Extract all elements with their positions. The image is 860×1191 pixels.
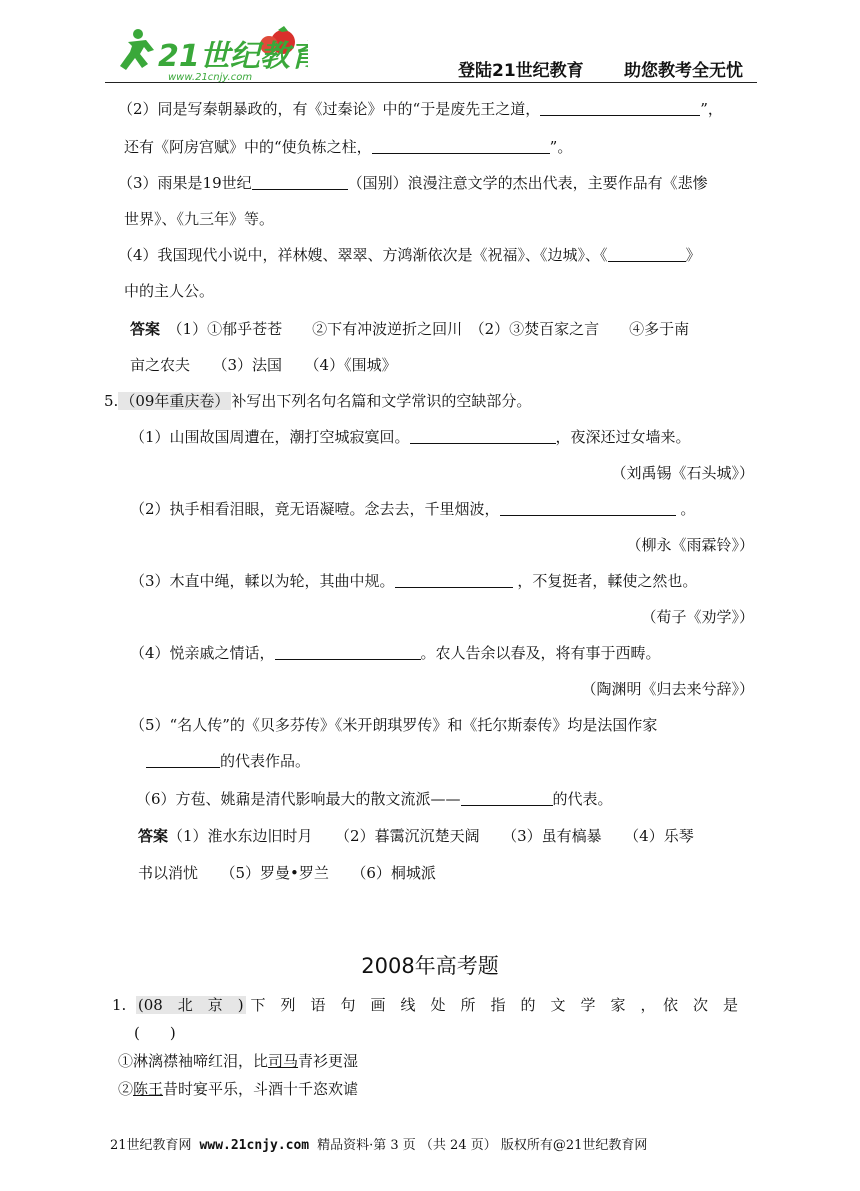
source-tag: （09年重庆卷） xyxy=(120,392,230,410)
q4-item4-line2: 中的主人公。 xyxy=(124,282,215,300)
q1-sentence2: ②陈王昔时宴平乐，斗酒十千恣欢谑 xyxy=(118,1080,359,1098)
q5-heading: 5. （09年重庆卷） 补写出下列名句名篇和文学常识的空缺部分。 xyxy=(104,392,532,410)
page-footer xyxy=(110,1134,647,1153)
blank-field[interactable] xyxy=(500,500,676,516)
question-number: 5. xyxy=(104,392,119,410)
q5-line3: （3）木直中绳，輮以为轮，其曲中规。 ，不复挺者，輮使之然也。 xyxy=(130,572,698,590)
blank-field[interactable] xyxy=(395,572,513,588)
q5-line5-cont: 的代表作品。 xyxy=(146,750,310,771)
q5-line3-source: （荀子《劝学》） xyxy=(641,608,754,626)
q4-item3-line2: 世界》、《九三年》等。 xyxy=(124,210,275,228)
blank-field[interactable] xyxy=(410,428,556,444)
q5-line5: （5）“名人传”的《贝多芬传》《米开朗琪罗传》和《托尔斯泰传》均是法国作家 xyxy=(130,716,658,734)
blank-field[interactable] xyxy=(146,752,220,768)
site-logo[interactable] xyxy=(118,20,308,82)
q4-answer-line1: 答案 （1）①郁乎苍苍 ②下有冲波逆折之回川 （2）③焚百家之言 ④多于南 xyxy=(130,320,690,338)
question-number: 1. xyxy=(112,996,127,1014)
footer-site-link[interactable]: www.21cnjy.com xyxy=(199,1138,310,1153)
q5-line6: （6）方苞、姚鼐是清代影响最大的散文流派—— 的代表。 xyxy=(136,790,613,808)
q5-answer-line1: 答案（1）淮水东边旧时月 （2）暮霭沉沉楚天阔 （3）虽有槁暴 （4）乐琴 xyxy=(138,827,694,845)
answer-label: 答案 xyxy=(130,320,161,338)
q4-item4-line1: （4）我国现代小说中，祥林嫂、翠翠、方鸿渐依次是《祝福》、《边城》、《 》 xyxy=(118,246,701,264)
blank-field[interactable] xyxy=(275,644,421,660)
q4-item3-line1: （3）雨果是19世纪 （国别）浪漫注意文学的杰出代表，主要作品有《悲惨 xyxy=(118,174,708,192)
blank-field[interactable] xyxy=(608,246,686,262)
q5-line4: （4）悦亲戚之情话， 。农人告余以春及，将有事于西畴。 xyxy=(130,644,661,662)
answer-label: 答案 xyxy=(138,827,169,845)
blank-field[interactable] xyxy=(461,790,553,806)
logo-text: 21世纪教育 xyxy=(158,39,308,74)
q4-item2-line1: （2）同是写秦朝暴政的，有《过秦论》中的“于是废先王之道， ”， xyxy=(118,100,723,118)
blank-field[interactable] xyxy=(252,174,348,190)
q5-line4-source: （陶渊明《归去来兮辞》） xyxy=(581,680,754,698)
section-title: 2008年高考题 xyxy=(361,954,499,978)
underlined-term: 陈王 xyxy=(133,1080,164,1098)
q1-answer-paren: ( ) xyxy=(134,1024,176,1042)
footer-right: 精品资料·第 3 页 （共 24 页） 版权所有@21世纪教育网 xyxy=(317,1138,648,1153)
runner-icon xyxy=(120,29,154,70)
header-divider xyxy=(105,82,757,83)
q4-item2-line2: 还有《阿房宫赋》中的“使负栋之柱， ”。 xyxy=(124,138,573,156)
q5-line2-source: （柳永《雨霖铃》） xyxy=(626,536,754,554)
underlined-term: 司马 xyxy=(268,1052,299,1070)
header-slogan-right: 助您教考全无忧 xyxy=(624,61,743,81)
q5-line2: （2）执手相看泪眼，竟无语凝噎。念去去，千里烟波， 。 xyxy=(130,500,696,518)
q4-answer-line2: 亩之农夫 （3）法国 （4）《围城》 xyxy=(130,356,397,374)
source-tag: (08 北 京 ) xyxy=(137,996,244,1014)
logo-url: www.21cnjy.com xyxy=(168,72,253,82)
q5-answer-line2: 书以消忧 （5）罗曼•罗兰 （6）桐城派 xyxy=(138,864,436,882)
q1-heading: 1. (08 北 京 ) 下 列 语 句 画 线 处 所 指 的 文 学 家 ， 依 次 是 xyxy=(112,996,738,1014)
blank-field[interactable] xyxy=(540,100,700,116)
footer-left: 21世纪教育网 xyxy=(110,1138,192,1153)
q5-line1-source: （刘禹锡《石头城》） xyxy=(611,464,754,482)
header-slogan-left: 登陆21世纪教育 xyxy=(458,61,584,81)
q1-sentence1: ①淋漓襟袖啼红泪，比司马青衫更湿 xyxy=(118,1052,359,1070)
q5-line1: （1）山围故国周遭在，潮打空城寂寞回。 ，夜深还过女墙来。 xyxy=(130,428,691,446)
blank-field[interactable] xyxy=(372,138,550,154)
